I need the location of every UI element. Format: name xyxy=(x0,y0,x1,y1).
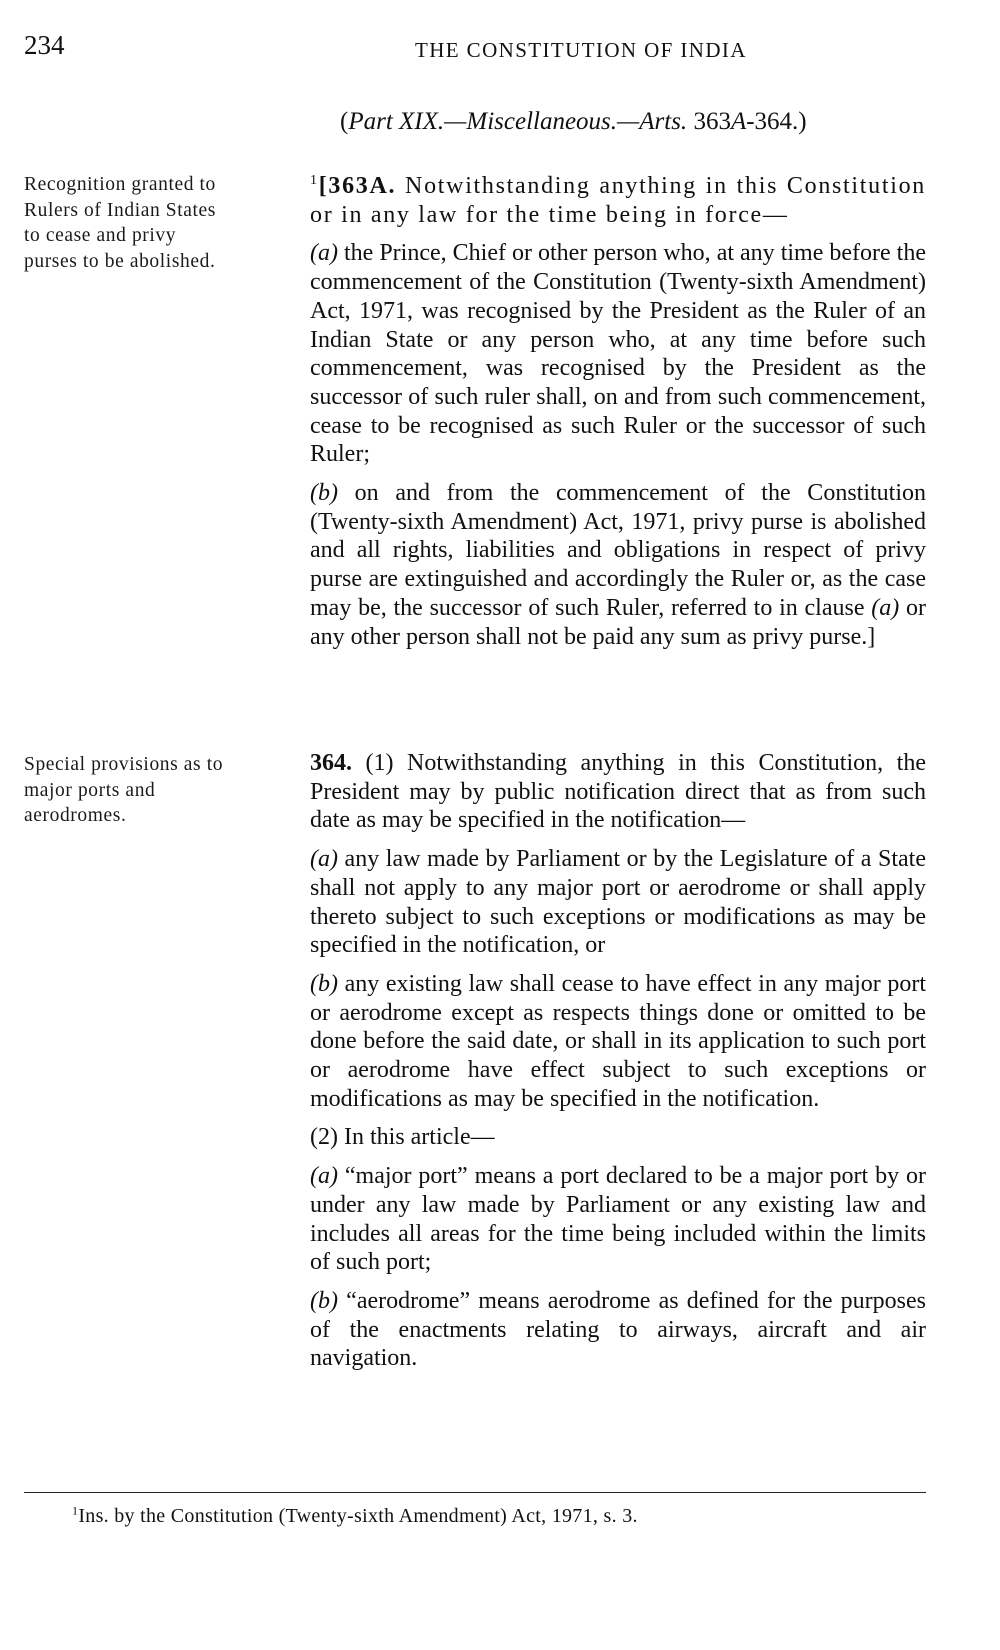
part-heading xyxy=(340,108,807,136)
clause-text: any law made by Parliament or by the Legislature of a State shall not apply to any major port or aerodrome or shall apply thereto subject to such exceptions or modifications as may be specified in the notification, or xyxy=(310,846,926,959)
part-close: -364.) xyxy=(746,108,807,135)
margin-note-art-363a: Recognition granted to Rulers of Indian States to cease and privy purses to be abolished. xyxy=(24,174,216,272)
clause-label: (b) xyxy=(310,970,338,997)
clause-363a-b xyxy=(310,479,926,651)
clause-text: any existing law shall cease to have effect in any major port or aerodrome except as respects things done or omitted to be done before the said date, or shall in its application to such port or aerodrome have effect subject to such exceptions or modifications as may be specified in the notification. xyxy=(310,970,926,1112)
margin-note-art-364: Special provisions as to major ports and aerodromes. xyxy=(24,754,224,826)
art-364-body xyxy=(262,749,926,1373)
part-range: 363 xyxy=(687,108,731,135)
clause-364-2-b xyxy=(310,1287,926,1373)
clause-label: (a) xyxy=(310,846,338,873)
clause-label: (a) xyxy=(310,1163,338,1190)
sub-clause-364-2: (2) In this article— xyxy=(310,1124,495,1151)
clause-text: on and from the commencement of the Constitution (Twenty-sixth Amendment) Act, 1971, privy purse is abolished and all rights, liabilities and obligations in respect of privy purse are extinguished and accordingly the Ruler or, as the case may be, the successor of such Ruler, referred to in clause xyxy=(310,480,926,621)
clause-text: “aerodrome” means aerodrome as defined for the purposes of the enactments relating to airways, aircraft and air navigation. xyxy=(310,1287,926,1372)
clause-364-1-a xyxy=(310,845,926,960)
clause-364-1-b xyxy=(310,970,926,1114)
footnote xyxy=(72,1505,638,1528)
part-italic-2: A xyxy=(730,108,747,135)
clause-text: “major port” means a port declared to be a major port by or under any law made by Parliament or any existing law and includes all areas for the time being included within the limits of such port; xyxy=(310,1163,926,1276)
clause-text: or any other person shall not be paid any sum as privy purse.] xyxy=(310,594,926,650)
part-italic-1: Part XIX.—Miscellaneous.—Arts. xyxy=(348,108,688,135)
footnote-divider xyxy=(24,1492,926,1493)
part-open: ( xyxy=(340,108,349,135)
art-363a-body xyxy=(262,172,926,651)
clause-text: the Prince, Chief or other person who, at any time before the commencement of the Constitution (Twenty-sixth Amendment) Act, 1971, was recognised by the President as the Ruler of an Indian State or any person who, at any time before such commencement, was recognised by the President as the successor of such ruler shall, on and from such commencement, cease to be recognised as such Ruler or the successor of such Ruler; xyxy=(310,240,926,468)
footnote-ref: 1 xyxy=(310,173,319,188)
clause-364-2-a xyxy=(310,1162,926,1277)
clause-label: (a) xyxy=(310,240,338,267)
clause-reference: (a) xyxy=(871,594,900,621)
art-363a-intro-text: Notwithstanding anything in this Constitution or in any law for the time being in force— xyxy=(310,173,926,228)
clause-label: (b) xyxy=(310,1287,338,1314)
clause-label: (b) xyxy=(310,480,338,507)
art-364-intro xyxy=(310,749,926,835)
running-title: THE CONSTITUTION OF INDIA xyxy=(415,38,747,62)
art-364-intro-text: (1) Notwithstanding anything in this Constitution, the President may by public notification direct that as from such date as may be specified in the notification— xyxy=(310,750,926,834)
page-number: 234 xyxy=(24,30,65,60)
clause-363a-a xyxy=(310,239,926,469)
footnote-text: Ins. by the Constitution (Twenty-sixth Amendment) Act, 1971, s. 3. xyxy=(78,1505,638,1527)
art-bracket: [ xyxy=(318,173,329,199)
art-363a-intro xyxy=(310,172,926,229)
article-number-363a: 363A. xyxy=(328,173,397,199)
article-number-364: 364. xyxy=(310,750,352,776)
footnote-mark: 1 xyxy=(72,1503,79,1518)
